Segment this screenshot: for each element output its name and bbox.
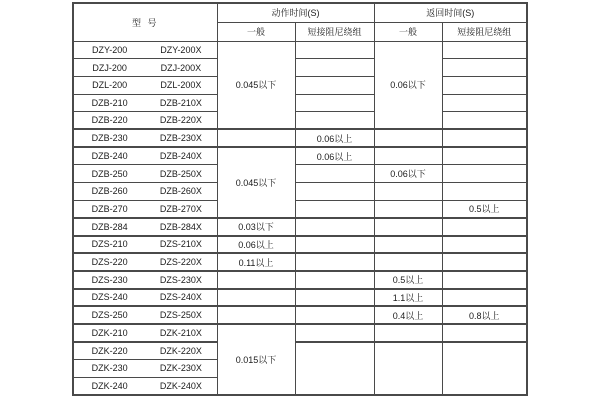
action-general-cell [217, 289, 295, 307]
return-damping-cell [442, 59, 527, 77]
model-name: DZS-210 [91, 239, 128, 250]
model-name: DZB-284X [159, 221, 202, 232]
model-pair [74, 98, 217, 108]
header-return-time: 返回时间(S) [374, 3, 527, 22]
table-row [73, 289, 527, 307]
action-damping-cell: 0.06以上 [295, 129, 374, 147]
model-cell [73, 165, 217, 183]
model-cell [73, 218, 217, 236]
action-general-cell: 0.06以上 [217, 236, 295, 254]
action-damping-cell [295, 218, 374, 236]
return-general-cell: 1.1以上 [374, 289, 442, 307]
model-name: DZY-200X [160, 44, 202, 55]
model-cell [73, 342, 217, 360]
table-row [73, 112, 527, 130]
model-cell [73, 59, 217, 77]
return-damping-cell [442, 147, 527, 165]
model-cell [73, 147, 217, 165]
action-damping-cell [295, 236, 374, 254]
model-name: DZB-250X [159, 168, 202, 179]
model-pair [74, 346, 217, 356]
model-cell [73, 183, 217, 201]
model-cell [73, 359, 217, 377]
model-name: DZJ-200X [160, 62, 202, 73]
model-pair [74, 310, 217, 320]
header-model: 型 号 [73, 3, 217, 41]
action-general-cell [217, 271, 295, 289]
model-name: DZS-240 [91, 292, 128, 303]
return-damping-cell [442, 253, 527, 271]
model-cell [73, 112, 217, 130]
return-general-cell: 0.06以下 [374, 41, 442, 129]
model-name: DZS-210X [159, 239, 202, 250]
model-name: DZB-220 [91, 115, 128, 126]
return-damping-cell [442, 112, 527, 130]
return-general-cell [374, 342, 442, 395]
return-damping-cell [442, 324, 527, 342]
model-name: DZK-230 [91, 363, 128, 374]
return-damping-cell [442, 183, 527, 201]
action-damping-cell [295, 342, 374, 395]
return-general-cell [374, 218, 442, 236]
action-damping-cell [295, 112, 374, 130]
model-name: DZK-220 [91, 345, 128, 356]
action-general-cell: 0.045以下 [217, 147, 295, 218]
return-damping-cell [442, 94, 527, 112]
return-general-cell [374, 147, 442, 165]
model-cell [73, 253, 217, 271]
model-name: DZB-260 [91, 186, 128, 197]
model-cell [73, 377, 217, 395]
action-general-cell [217, 306, 295, 324]
return-damping-cell [442, 342, 527, 395]
action-general-cell: 0.03以下 [217, 218, 295, 236]
table-body [73, 41, 527, 395]
model-pair [74, 63, 217, 73]
action-damping-cell [295, 94, 374, 112]
return-damping-cell [442, 236, 527, 254]
model-name: DZS-250 [91, 310, 128, 321]
model-cell [73, 236, 217, 254]
table-row [73, 306, 527, 324]
model-name: DZS-230 [91, 274, 128, 285]
model-pair [74, 292, 217, 302]
model-pair [74, 133, 217, 143]
model-pair [74, 239, 217, 249]
table-row [73, 236, 527, 254]
model-cell [73, 129, 217, 147]
model-name: DZB-210X [159, 97, 202, 108]
table-row [73, 271, 527, 289]
action-damping-cell [295, 271, 374, 289]
model-name: DZK-240X [159, 380, 202, 391]
model-name: DZB-210 [91, 97, 128, 108]
table-row [73, 253, 527, 271]
action-general-cell: 0.015以下 [217, 324, 295, 395]
model-name: DZY-200 [92, 44, 128, 55]
return-general-cell [374, 200, 442, 218]
model-pair [74, 80, 217, 90]
model-pair [74, 222, 217, 232]
action-general-cell [217, 129, 295, 147]
model-name: DZL-200X [160, 80, 202, 91]
action-damping-cell [295, 253, 374, 271]
model-name: DZB-270X [159, 203, 202, 214]
model-cell [73, 324, 217, 342]
model-pair [74, 363, 217, 373]
model-name: DZK-230X [159, 363, 202, 374]
model-name: DZS-230X [159, 274, 202, 285]
model-name: DZB-230X [159, 133, 202, 144]
model-cell [73, 76, 217, 94]
model-cell [73, 41, 217, 59]
header-action-general: 一般 [217, 22, 295, 41]
table-row [73, 218, 527, 236]
return-damping-cell: 0.8以上 [442, 306, 527, 324]
action-damping-cell [295, 59, 374, 77]
model-pair [74, 115, 217, 125]
table-row [73, 200, 527, 218]
action-damping-cell [295, 165, 374, 183]
action-damping-cell: 0.06以上 [295, 147, 374, 165]
header-action-damping: 短接阻尼绕组 [295, 22, 374, 41]
action-damping-cell [295, 76, 374, 94]
table-row [73, 76, 527, 94]
table-row [73, 147, 527, 165]
model-name: DZB-284 [91, 221, 128, 232]
action-general-cell: 0.11以上 [217, 253, 295, 271]
table-row [73, 165, 527, 183]
header-return-general: 一般 [374, 22, 442, 41]
table-row [73, 342, 527, 360]
model-pair [74, 275, 217, 285]
model-cell [73, 306, 217, 324]
table-row [73, 94, 527, 112]
table-row [73, 129, 527, 147]
return-damping-cell [442, 271, 527, 289]
return-general-cell: 0.06以下 [374, 165, 442, 183]
action-damping-cell [295, 324, 374, 342]
header-return-damping: 短接阻尼绕组 [442, 22, 527, 41]
model-name: DZL-200 [92, 80, 128, 91]
model-cell [73, 94, 217, 112]
return-damping-cell [442, 129, 527, 147]
return-general-cell [374, 183, 442, 201]
model-name: DZB-220X [159, 115, 202, 126]
model-name: DZB-260X [159, 186, 202, 197]
model-name: DZS-220 [91, 257, 128, 268]
action-damping-cell [295, 41, 374, 59]
model-name: DZB-240 [91, 151, 128, 162]
model-name: DZS-220X [159, 257, 202, 268]
return-general-cell: 0.5以上 [374, 271, 442, 289]
action-damping-cell [295, 306, 374, 324]
model-cell [73, 289, 217, 307]
model-name: DZB-270 [91, 203, 128, 214]
model-cell [73, 200, 217, 218]
model-pair [74, 169, 217, 179]
model-name: DZB-240X [159, 151, 202, 162]
action-damping-cell [295, 183, 374, 201]
return-damping-cell [442, 76, 527, 94]
return-damping-cell [442, 218, 527, 236]
header-row-1 [73, 3, 527, 22]
return-general-cell [374, 236, 442, 254]
table-row [73, 41, 527, 59]
return-general-cell: 0.4以上 [374, 306, 442, 324]
model-name: DZJ-200 [92, 62, 127, 73]
model-pair [74, 151, 217, 161]
table-header [73, 3, 527, 41]
model-name: DZS-250X [159, 310, 202, 321]
table-row [73, 59, 527, 77]
model-pair [74, 257, 217, 267]
return-damping-cell [442, 165, 527, 183]
return-damping-cell [442, 289, 527, 307]
model-name: DZK-240 [91, 380, 128, 391]
model-pair [74, 381, 217, 391]
model-cell [73, 271, 217, 289]
model-name: DZK-210X [159, 327, 202, 338]
return-damping-cell [442, 41, 527, 59]
header-action-time: 动作时间(S) [217, 3, 374, 22]
return-general-cell [374, 129, 442, 147]
model-pair [74, 328, 217, 338]
action-general-cell: 0.045以下 [217, 41, 295, 129]
return-general-cell [374, 324, 442, 342]
table-row [73, 324, 527, 342]
model-pair [74, 45, 217, 55]
model-name: DZB-230 [91, 133, 128, 144]
action-damping-cell [295, 200, 374, 218]
action-damping-cell [295, 289, 374, 307]
return-general-cell [374, 253, 442, 271]
model-name: DZK-220X [159, 345, 202, 356]
model-name: DZK-210 [91, 327, 128, 338]
relay-timing-table [72, 2, 528, 396]
model-name: DZS-240X [159, 292, 202, 303]
model-pair [74, 186, 217, 196]
model-name: DZB-250 [91, 168, 128, 179]
model-pair [74, 204, 217, 214]
table-row [73, 183, 527, 201]
return-damping-cell: 0.5以上 [442, 200, 527, 218]
